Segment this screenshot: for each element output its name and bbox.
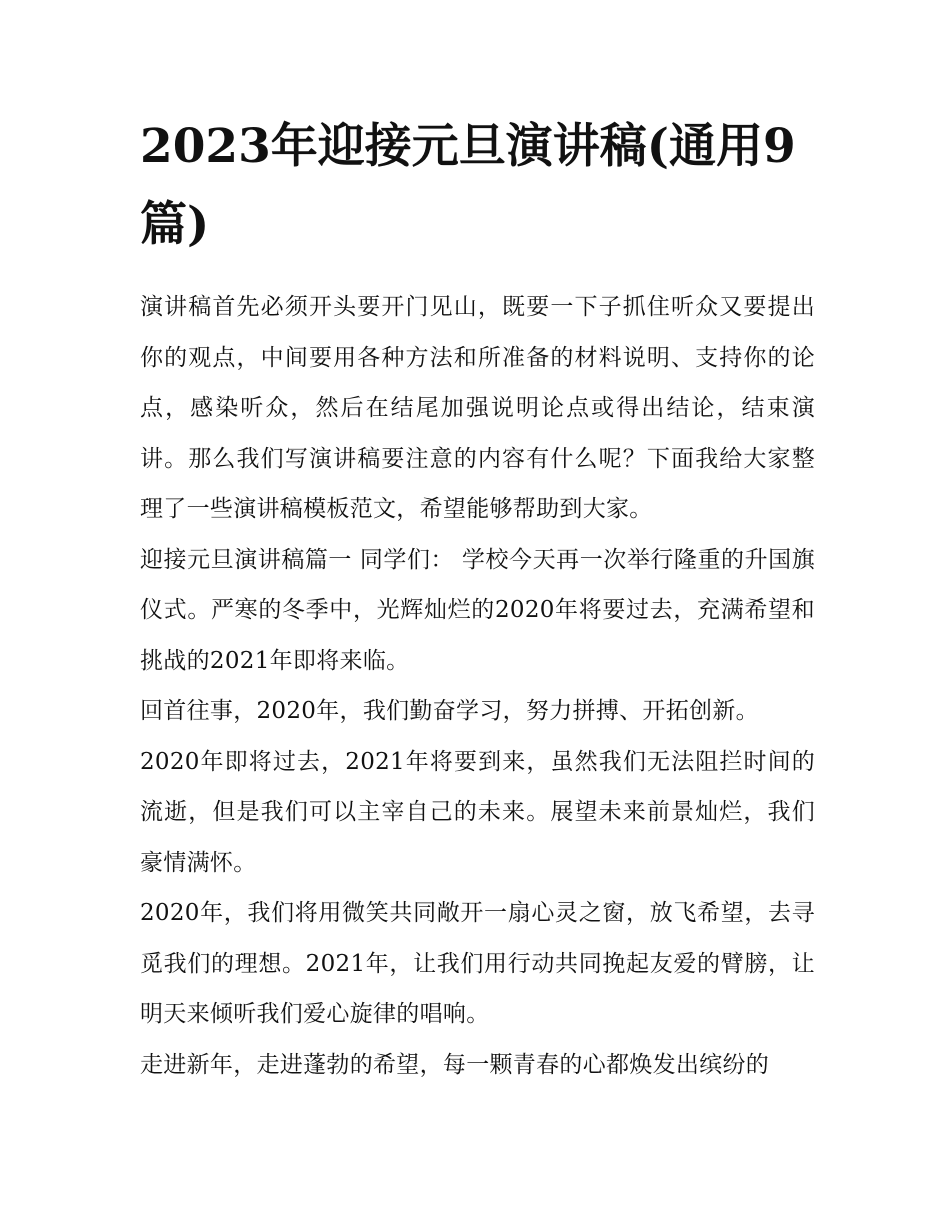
- document-page: [140, 108, 815, 1090]
- paragraph-hope: 2020年，我们将用微笑共同敞开一扇心灵之窗，放飞希望，去寻觅我们的理想。2021年，让我们用行动共同挽起友爱的臂膀，让明天来倾听我们爱心旋律的唱响。: [140, 900, 815, 1027]
- paragraph-new-year: 走进新年，走进蓬勃的希望，每一颗青春的心都焕发出缤纷的: [140, 1051, 770, 1078]
- paragraph-intro: 演讲稿首先必须开头要开门见山，既要一下子抓住听众又要提出你的观点，中间要用各种方法和所准备的材料说明、支持你的论点，感染听众，然后在结尾加强说明论点或得出结论，结束演讲。那么我们写演讲稿要注意的内容有什么呢？下面我给大家整理了一些演讲稿模板范文，希望能够帮助到大家。: [140, 294, 815, 522]
- paragraph-looking-forward: 2020年即将过去，2021年将要到来，虽然我们无法阻拦时间的流逝，但是我们可以主宰自己的未来。展望未来前景灿烂，我们豪情满怀。: [140, 748, 815, 876]
- paragraph-speech-one-opening: 迎接元旦演讲稿篇一 同学们： 学校今天再一次举行隆重的升国旗仪式。严寒的冬季中，光辉灿烂的2020年将要过去，充满希望和挑战的2021年即将来临。: [140, 546, 815, 674]
- document-title: 2023年迎接元旦演讲稿(通用9篇): [140, 119, 796, 252]
- paragraph-looking-back: 回首往事，2020年，我们勤奋学习，努力拼搏、开拓创新。: [140, 698, 759, 724]
